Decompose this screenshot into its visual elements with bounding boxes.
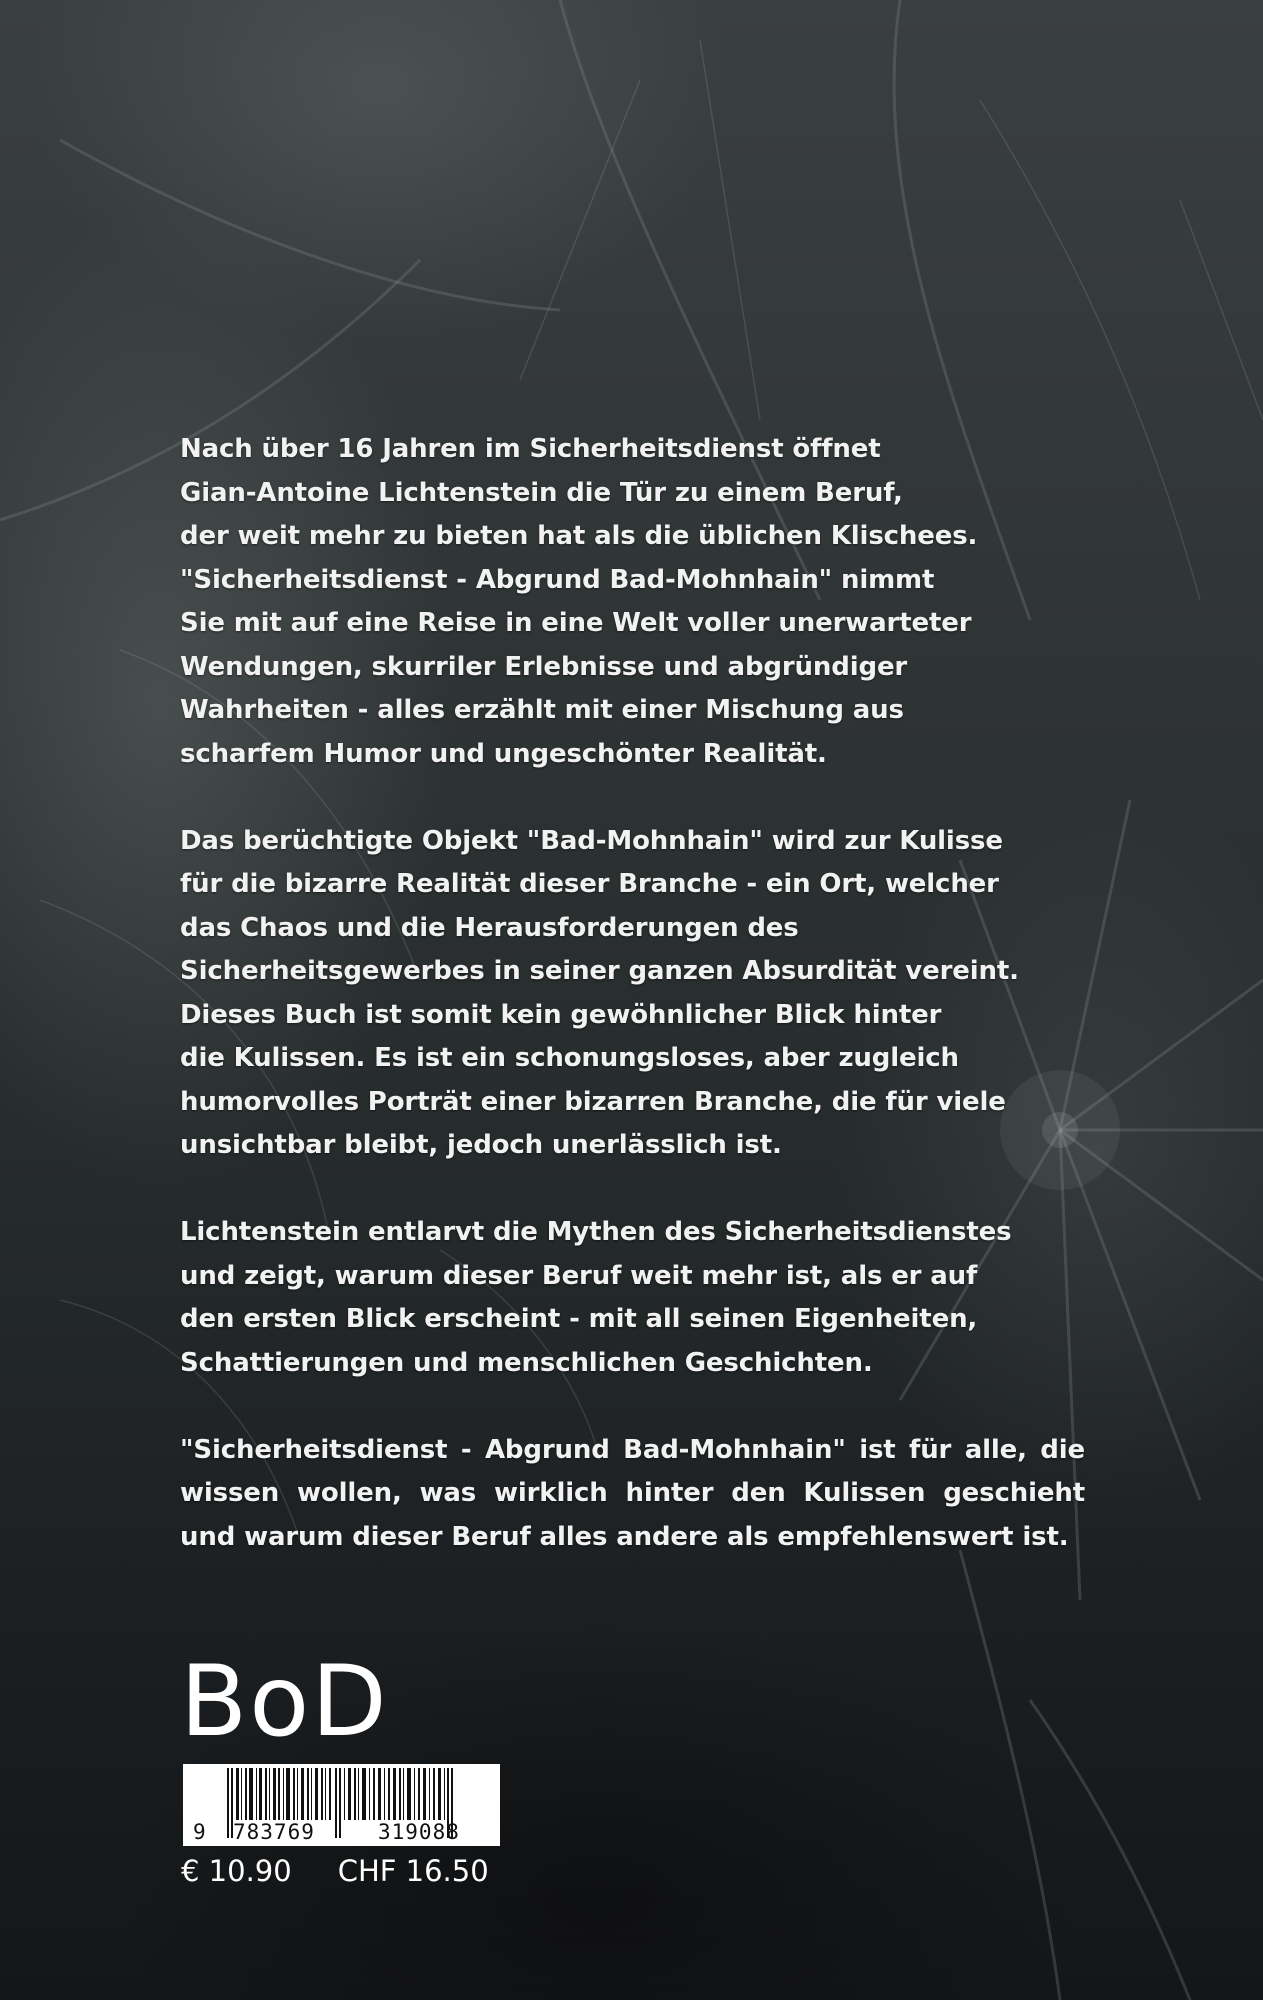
price-eur: € 10.90 (181, 1854, 292, 1888)
isbn-barcode (183, 1764, 500, 1846)
isbn-right-group: 319088 (378, 1820, 460, 1844)
publisher-logo: BoD (180, 1645, 389, 1759)
isbn-prefix-digit: 9 (193, 1820, 206, 1844)
blurb-paragraph-2: Das berüchtigte Objekt "Bad-Mohnhain" wird zur Kulisse für die bizarre Realität dieser Branche - ein Ort, welcher das Chaos und die Herausforderungen des Sicherheitsgewerbes in seiner ganzen Absurdität vereint. Dieses Buch ist somit kein gewöhnlicher Blick hinter die Kulissen. Es ist ein schonungsloses, aber zugleich humorvolles Porträt einer bizarren Branche, die für viele unsichtbar bleibt, jedoch unerlässlich ist. (180, 825, 1019, 1160)
isbn-left-group: 783769 (233, 1820, 315, 1844)
back-cover-blurb (180, 428, 1085, 1603)
price-line (181, 1853, 489, 1889)
price-chf: CHF 16.50 (337, 1854, 489, 1888)
blurb-paragraph-4: "Sicherheitsdienst - Abgrund Bad-Mohnhain" ist für alle, die wissen wollen, was wirklich hinter den Kulissen geschieht und warum dieser Beruf alles andere als empfehlenswert ist. (180, 1434, 1085, 1552)
blurb-paragraph-3: Lichtenstein entlarvt die Mythen des Sicherheitsdienstes und zeigt, warum dieser Beruf weit mehr ist, als er auf den ersten Blick erscheint - mit all seinen Eigenheiten, Schattierungen und menschlichen Geschichten. (180, 1217, 1012, 1378)
blurb-paragraph-1: Nach über 16 Jahren im Sicherheitsdienst öffnet Gian-Antoine Lichtenstein die Tür zu einem Beruf, der weit mehr zu bieten hat als die üblichen Klischees. "Sicherheitsdienst - Abgrund Bad-Mohnhain" nimmt Sie mit auf eine Reise in eine Welt voller unerwarteter Wendungen, skurriler Erlebnisse und abgründiger Wahrheiten - alles erzählt mit einer Mischung aus scharfem Humor und ungeschönter Realität. (180, 434, 978, 769)
